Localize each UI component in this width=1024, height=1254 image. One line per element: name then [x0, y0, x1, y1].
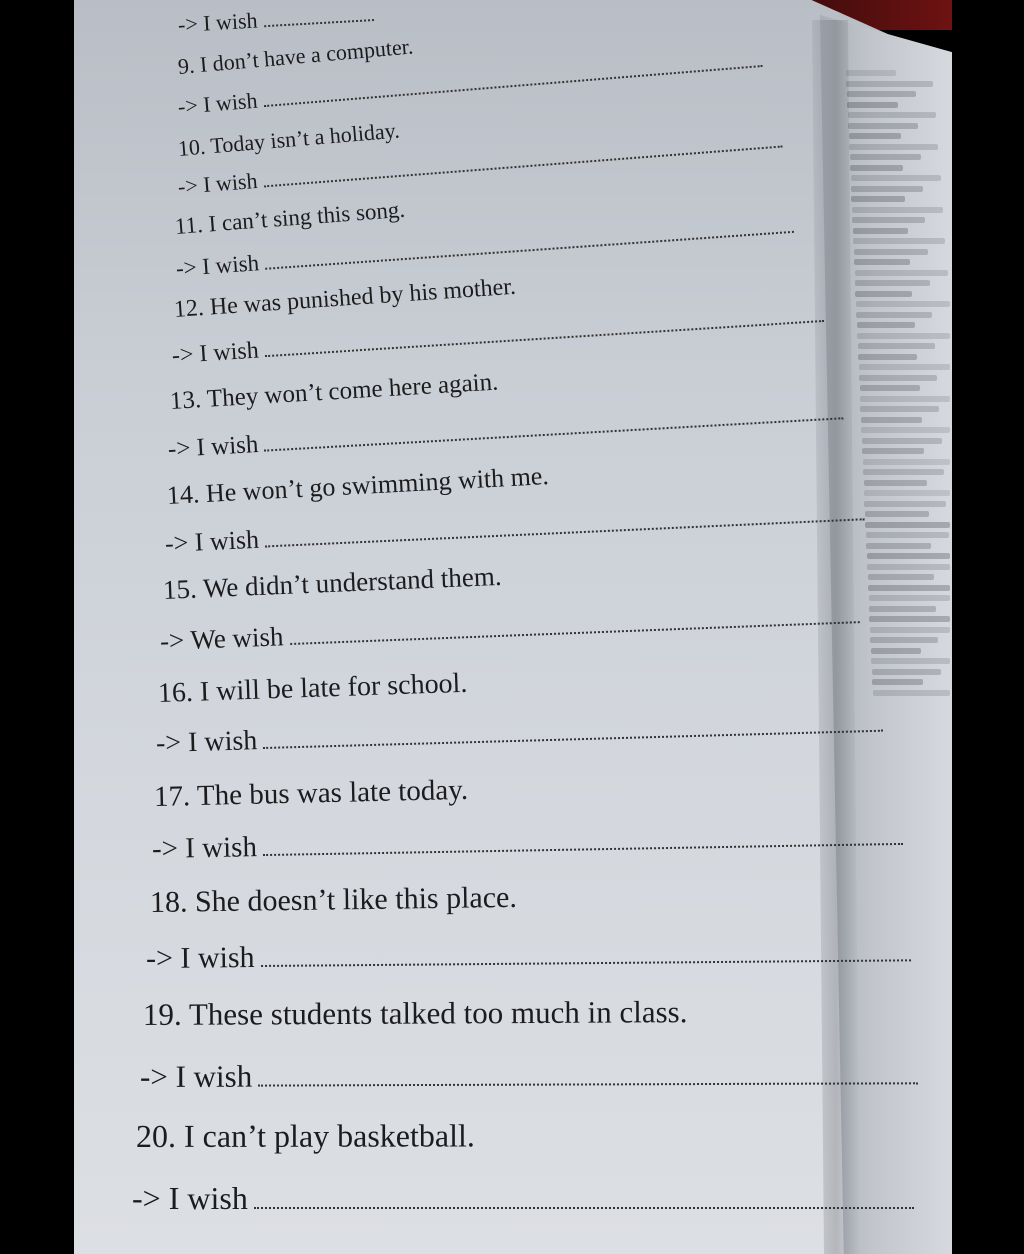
next-page-text-smudge [869, 616, 950, 622]
next-page-text-smudge [870, 627, 950, 633]
answer-label: -> I wish [175, 249, 260, 281]
next-page-text-smudge [857, 322, 915, 328]
next-page-text-smudge [871, 658, 950, 664]
next-page-text-smudge [863, 469, 944, 475]
next-page-text-smudge [855, 280, 930, 286]
next-page-text-smudge [860, 406, 939, 412]
next-page-text-smudge [858, 354, 917, 360]
next-page-text-smudge [853, 238, 945, 244]
next-page-text-smudge [857, 333, 950, 339]
answer-label: -> We wish [159, 621, 285, 657]
next-page-text-smudge [861, 417, 922, 423]
prompt-text: 10. Today isn’t a holiday. [176, 117, 401, 162]
next-page-text-smudge [851, 175, 941, 181]
next-page-text-smudge [854, 259, 910, 265]
next-page-text-smudge [865, 511, 929, 517]
next-page-text-smudge [847, 102, 898, 108]
next-page-text-smudge [856, 312, 932, 318]
next-page-text-smudge [859, 375, 937, 381]
next-page-text-smudge [859, 364, 950, 370]
next-page-text-smudge [847, 91, 916, 97]
next-page-text-smudge [872, 669, 941, 675]
answer-blank[interactable] [264, 19, 374, 27]
next-page-text-smudge [864, 490, 950, 496]
answer-label: -> I wish [164, 524, 260, 559]
next-page-text-smudge [867, 553, 950, 559]
next-page-text-smudge [870, 637, 938, 643]
next-page-text-smudge [864, 501, 946, 507]
answer-label: -> I wish [132, 1180, 248, 1217]
next-page-text-smudge [853, 228, 908, 234]
prompt-text: 16. I will be late for school. [157, 667, 468, 709]
answer-label: -> I wish [177, 168, 259, 200]
next-page-text-smudge [861, 427, 950, 433]
next-page-text-smudge [868, 574, 934, 580]
answer-label: -> I wish [171, 337, 260, 369]
answer-blank[interactable] [263, 843, 903, 856]
next-page-text-smudge [866, 532, 949, 538]
prompt-text: 15. We didn’t understand them. [162, 561, 503, 606]
answer-blank[interactable] [261, 959, 911, 967]
answer-label: -> I wish [145, 941, 255, 975]
next-page-text-smudge [848, 112, 936, 118]
next-page-text-smudge [854, 249, 928, 255]
next-page-text-smudge [858, 343, 935, 349]
next-page-text-smudge [865, 522, 950, 528]
next-page-text-smudge [851, 196, 905, 202]
next-page-text-smudge [864, 480, 927, 486]
prompt-sentence [150, 881, 523, 920]
prompt-text: 13. They won’t come here again. [169, 368, 500, 415]
prompt-text: 12. He was punished by his mother. [173, 273, 517, 323]
answer-line [132, 1180, 914, 1217]
prompt-sentence [143, 994, 694, 1033]
answer-line [140, 1056, 918, 1095]
next-page-text-smudge [846, 81, 933, 87]
next-page-text-smudge [863, 459, 950, 465]
next-page-text-smudge [852, 207, 943, 213]
next-page-text-smudge [862, 448, 924, 454]
next-page-text-smudge [869, 606, 936, 612]
next-page-text-smudge [855, 291, 912, 297]
answer-label: -> I wish [177, 7, 259, 38]
next-page-text-smudge [850, 154, 921, 160]
prompt-text: 17. The bus was late today. [153, 773, 469, 813]
answer-blank[interactable] [258, 1082, 918, 1086]
prompt-text: 11. I can’t sing this song. [174, 196, 406, 239]
next-page-text-smudge [867, 564, 950, 570]
next-page-text-smudge [848, 123, 918, 129]
next-page-text-smudge [860, 385, 920, 391]
next-page-text-smudge [866, 543, 931, 549]
answer-label: -> I wish [151, 830, 258, 865]
answer-label: -> I wish [167, 430, 260, 463]
answer-label: -> I wish [155, 724, 258, 759]
answer-label: -> I wish [139, 1058, 253, 1095]
next-page-text-smudge [862, 438, 942, 444]
next-page-text-smudge [872, 679, 923, 685]
next-page-text-smudge [856, 301, 950, 307]
next-page-text-smudge [851, 186, 923, 192]
answer-line [146, 935, 911, 976]
next-page-text-smudge [873, 690, 950, 696]
prompt-text: 9. I don’t have a computer. [176, 33, 415, 80]
next-page-text-smudge [849, 144, 938, 150]
prompt-text: 18. She doesn’t like this place. [149, 880, 518, 919]
next-page-text-smudge [855, 270, 948, 276]
next-page-text-smudge [850, 165, 903, 171]
next-page-text-smudge [846, 70, 896, 76]
prompt-text: 19. These students talked too much in class. [142, 994, 688, 1033]
next-page-text-smudge [869, 595, 951, 601]
prompt-sentence [154, 774, 475, 814]
answer-label: -> I wish [176, 88, 259, 120]
prompt-text: 14. He won’t go swimming with me. [166, 461, 550, 511]
next-page-text-smudge [871, 648, 921, 654]
next-page-text-smudge [849, 133, 901, 139]
prompt-sentence [136, 1118, 481, 1156]
next-page-text-smudge [868, 585, 950, 591]
next-page-text-smudge [852, 217, 925, 223]
next-page-text-smudge [860, 396, 950, 402]
prompt-text: 20. I can’t play basketball. [135, 1117, 475, 1155]
answer-blank[interactable] [254, 1207, 914, 1209]
